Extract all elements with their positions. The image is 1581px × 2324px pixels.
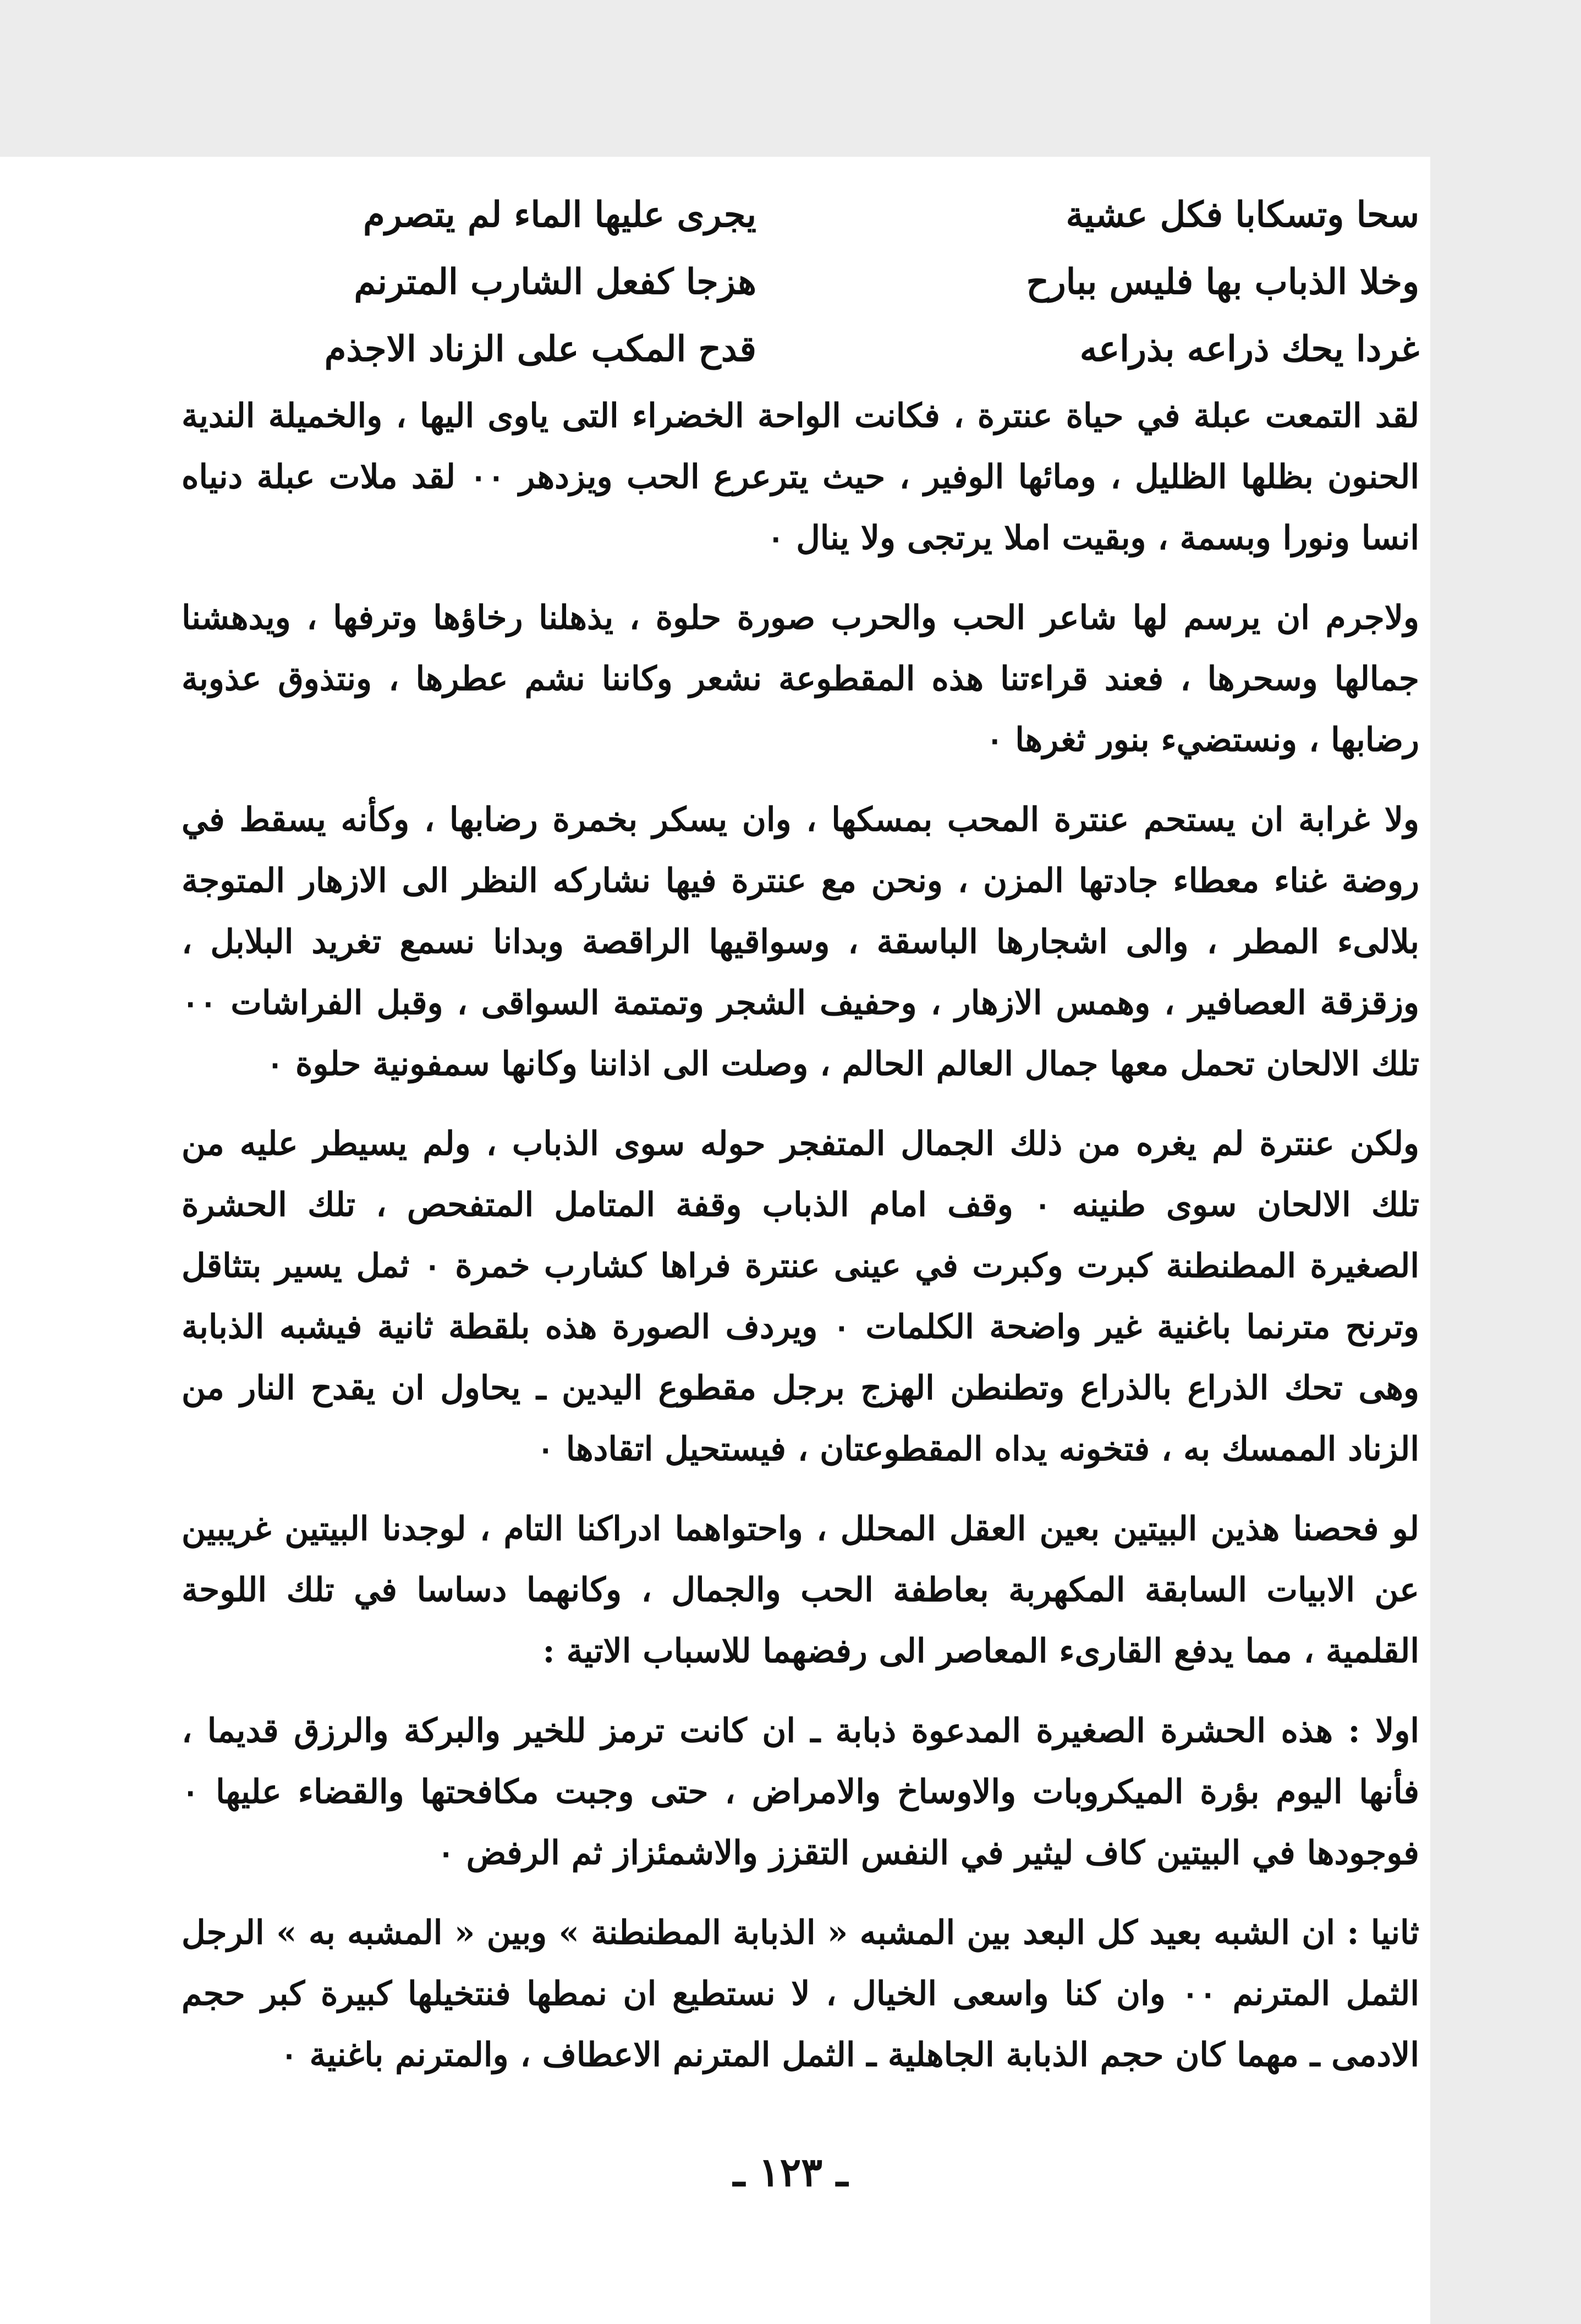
scan-top-margin bbox=[0, 0, 1581, 157]
scan-right-margin bbox=[1430, 157, 1581, 2324]
verse-2-second: هزجا كفعل الشارب المترنم bbox=[354, 261, 756, 303]
paragraph-6: اولا : هذه الحشرة الصغيرة المدعوة ذبابة ـ ان كانت ترمز للخير والبركة والرزق قديما ، فأنها اليوم بؤرة الميكروبات والاوساخ والامراض ، حتى وجبت مكافحتها والقضاء عليها ٠ فوجودها في البيتين كاف ليثير في النفس التقزز والاشمئزاز ثم الرفض ٠ bbox=[182, 1712, 1420, 1872]
paragraph-4: ولكن عنترة لم يغره من ذلك الجمال المتفجر حوله سوى الذباب ، ولم يسيطر عليه من تلك الالحان سوى طنينه ٠ وقف امام الذباب وقفة المتامل المتفحص ، تلك الحشرة الصغيرة المطنطنة كبرت وكبرت في عينى عنترة فراها كشارب خمرة ٠ ثمل يسير بتثاقل وترنح مترنما باغنية غير واضحة الكلمات ٠ ويردف الصورة هذه بلقطة ثانية فيشبه الذبابة وهى تحك الذراع بالذراع وتطنطن الهزج برجل مقطوع اليدين ـ يحاول ان يقدح النار من الزناد الممسك به ، فتخونه يداه المقطوعتان ، فيستحيل اتقادها ٠ bbox=[182, 1125, 1420, 1468]
page-number: ـ ١٢٣ ـ bbox=[733, 2148, 848, 2195]
paragraph-5: لو فحصنا هذين البيتين بعين العقل المحلل ، واحتواهما ادراكنا التام ، لوجدنا البيتين غريبين عن الابيات السابقة المكهربة بعاطفة الحب والجمال ، وكانهما دساسا في تلك اللوحة القلمية ، مما يدفع القارىء المعاصر الى رفضهما للاسباب الاتية : bbox=[182, 1510, 1419, 1670]
paragraph-7: ثانيا : ان الشبه بعيد كل البعد بين المشبه « الذبابة المطنطنة » وبين « المشبه به » الرجل الثمل المترنم ٠٠ وان كنا واسعى الخيال ، لا نستطيع ان نمطها فنتخيلها كبيرة كبر حجم الادمى ـ مهما كان حجم الذبابة الجاهلية ـ الثمل المترنم الاعطاف ، والمترنم باغنية ٠ bbox=[182, 1914, 1419, 2074]
verse-3-first: غردا يحك ذراعه بذراعه bbox=[1079, 328, 1419, 370]
verse-3-second: قدح المكب على الزناد الاجذم bbox=[324, 328, 756, 370]
paragraph-3: ولا غرابة ان يستحم عنترة المحب بمسكها ، وان يسكر بخمرة رضابها ، وكأنه يسقط في روضة غناء معطاء جادتها المزن ، ونحن مع عنترة فيها نشاركه النظر الى الازهار المتوجة بلالىء المطر ، والى اشجارها الباسقة ، وسواقيها الراقصة وبدانا نسمع تغريد البلابل ، وزقزقة العصافير ، وهمس الازهار ، وحفيف الشجر وتمتمة السواقى ، وقبل الفراشات ٠٠ تلك الالحان تحمل معها جمال العالم الحالم ، وصلت الى اذاننا وكانها سمفونية حلوة ٠ bbox=[182, 801, 1419, 1083]
paragraph-2: ولاجرم ان يرسم لها شاعر الحب والحرب صورة حلوة ، يذهلنا رخاؤها وترفها ، ويدهشنا جمالها وسحرها ، فعند قراءتنا هذه المقطوعة نشعر وكاننا نشم عطرها ، ونتذوق عذوبة رضابها ، ونستضيء بنور ثغرها ٠ bbox=[182, 599, 1419, 759]
verse-2-first: وخلا الذباب بها فليس ببارح bbox=[1026, 261, 1419, 303]
verse-1-first: سحا وتسكابا فكل عشية bbox=[1066, 194, 1419, 235]
verse-1-second: يجرى عليها الماء لم يتصرم bbox=[363, 194, 756, 235]
paragraph-1: لقد التمعت عبلة في حياة عنترة ، فكانت الواحة الخضراء التى ياوى اليها ، والخميلة الندية الحنون بظلها الظليل ، ومائها الوفير ، حيث يترعرع الحب ويزدهر ٠٠ لقد ملات عبلة دنياه انسا ونورا وبسمة ، وبقيت املا يرتجى ولا ينال ٠ bbox=[182, 397, 1419, 557]
poem-verses bbox=[182, 184, 1419, 380]
page-content bbox=[182, 184, 1419, 2104]
